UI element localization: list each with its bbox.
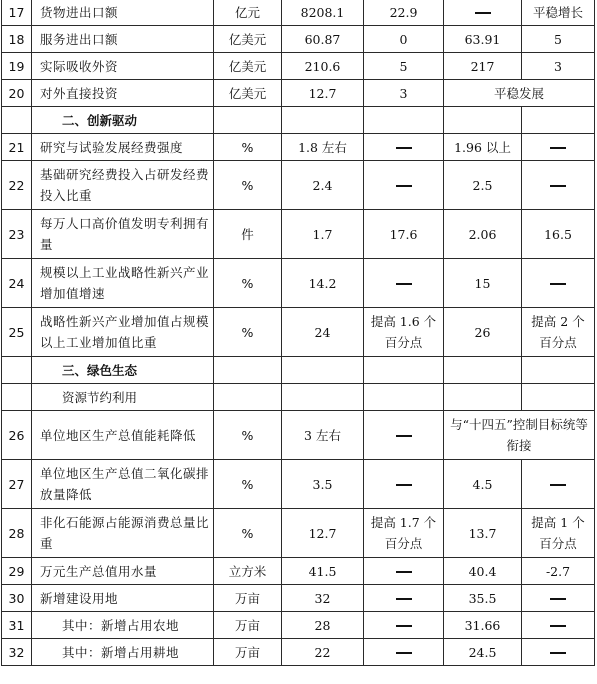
table-row xyxy=(2,0,595,26)
dash-cell xyxy=(364,639,444,666)
empty-cell xyxy=(444,357,522,384)
table-row xyxy=(2,585,595,612)
unit-cell: % xyxy=(214,161,282,210)
section-heading: 三、绿色生态 xyxy=(32,357,214,384)
value-cell: 14.2 xyxy=(282,259,364,308)
row-number-cell: 21 xyxy=(2,134,32,161)
empty-cell xyxy=(522,107,595,134)
row-number-cell: 24 xyxy=(2,259,32,308)
dash-mark xyxy=(550,484,566,486)
dash-mark xyxy=(550,625,566,627)
unit-cell: 万亩 xyxy=(214,612,282,639)
dash-cell xyxy=(364,411,444,460)
row-number-cell xyxy=(2,107,32,134)
table-row xyxy=(2,107,595,134)
indicator-name-cell: 对外直接投资 xyxy=(32,80,214,107)
value-cell: 35.5 xyxy=(444,585,522,612)
value-cell: 平稳增长 xyxy=(522,0,595,26)
merged-target-cell: 平稳发展 xyxy=(444,80,595,107)
value-cell: 1.7 xyxy=(282,210,364,259)
empty-cell xyxy=(364,357,444,384)
dash-cell xyxy=(522,639,595,666)
value-cell: 1.96 以上 xyxy=(444,134,522,161)
merged-target-cell: 与“十四五”控制目标统等衔接 xyxy=(444,411,595,460)
unit-cell: 件 xyxy=(214,210,282,259)
row-number-cell: 17 xyxy=(2,0,32,26)
value-cell: 28 xyxy=(282,612,364,639)
unit-cell: 立方米 xyxy=(214,558,282,585)
row-number-cell: 30 xyxy=(2,585,32,612)
unit-cell: % xyxy=(214,134,282,161)
table-row xyxy=(2,161,595,210)
table-row xyxy=(2,134,595,161)
indicator-name-cell: 服务进出口额 xyxy=(32,26,214,53)
value-cell: 3 xyxy=(522,53,595,80)
dash-cell xyxy=(364,558,444,585)
value-cell: 12.7 xyxy=(282,80,364,107)
table-row xyxy=(2,384,595,411)
row-number-cell: 29 xyxy=(2,558,32,585)
empty-cell xyxy=(364,384,444,411)
value-cell: 26 xyxy=(444,308,522,357)
dash-cell xyxy=(522,161,595,210)
indicator-name-cell: 其中：新增占用农地 xyxy=(32,612,214,639)
value-cell: 31.66 xyxy=(444,612,522,639)
section-heading: 二、创新驱动 xyxy=(32,107,214,134)
table-row xyxy=(2,53,595,80)
dash-cell xyxy=(444,0,522,26)
value-cell: 13.7 xyxy=(444,509,522,558)
indicator-name-cell: 基础研究经费投入占研发经费投入比重 xyxy=(32,161,214,210)
value-cell: 22 xyxy=(282,639,364,666)
dash-cell xyxy=(364,612,444,639)
empty-cell xyxy=(444,107,522,134)
value-cell: 40.4 xyxy=(444,558,522,585)
dash-mark xyxy=(396,598,412,600)
value-cell: 217 xyxy=(444,53,522,80)
value-cell: 63.91 xyxy=(444,26,522,53)
value-cell: 17.6 xyxy=(364,210,444,259)
dash-mark xyxy=(396,652,412,654)
value-cell: 8208.1 xyxy=(282,0,364,26)
row-number-cell: 18 xyxy=(2,26,32,53)
indicator-name-cell: 单位地区生产总值能耗降低 xyxy=(32,411,214,460)
row-number-cell xyxy=(2,384,32,411)
value-cell: 提高 2 个百分点 xyxy=(522,308,595,357)
value-cell: 16.5 xyxy=(522,210,595,259)
dash-mark xyxy=(550,185,566,187)
empty-cell xyxy=(214,384,282,411)
dash-cell xyxy=(364,259,444,308)
value-cell: 210.6 xyxy=(282,53,364,80)
unit-cell: % xyxy=(214,259,282,308)
table-row xyxy=(2,460,595,509)
dash-mark xyxy=(396,484,412,486)
value-cell: 32 xyxy=(282,585,364,612)
value-cell: 15 xyxy=(444,259,522,308)
indicator-name-cell: 万元生产总值用水量 xyxy=(32,558,214,585)
value-cell: 22.9 xyxy=(364,0,444,26)
unit-cell: % xyxy=(214,460,282,509)
row-number-cell: 25 xyxy=(2,308,32,357)
indicator-name-cell: 研究与试验发展经费强度 xyxy=(32,134,214,161)
dash-mark xyxy=(396,147,412,149)
unit-cell: 亿美元 xyxy=(214,53,282,80)
indicator-name-cell: 实际吸收外资 xyxy=(32,53,214,80)
row-number-cell: 26 xyxy=(2,411,32,460)
value-cell: 5 xyxy=(522,26,595,53)
table-row xyxy=(2,210,595,259)
dash-mark xyxy=(475,12,491,14)
dash-cell xyxy=(522,585,595,612)
row-number-cell: 31 xyxy=(2,612,32,639)
table-row xyxy=(2,612,595,639)
table-row xyxy=(2,80,595,107)
empty-cell xyxy=(522,384,595,411)
row-number-cell: 19 xyxy=(2,53,32,80)
indicator-name-cell: 其中：新增占用耕地 xyxy=(32,639,214,666)
indicator-table xyxy=(1,0,595,666)
row-number-cell: 28 xyxy=(2,509,32,558)
dash-cell xyxy=(364,460,444,509)
unit-cell: % xyxy=(214,509,282,558)
dash-cell xyxy=(522,460,595,509)
value-cell: 提高 1 个百分点 xyxy=(522,509,595,558)
empty-cell xyxy=(282,357,364,384)
dash-cell xyxy=(522,134,595,161)
empty-cell xyxy=(214,357,282,384)
table-row xyxy=(2,259,595,308)
unit-cell: % xyxy=(214,411,282,460)
value-cell: 24.5 xyxy=(444,639,522,666)
row-number-cell: 27 xyxy=(2,460,32,509)
indicator-name-cell: 货物进出口额 xyxy=(32,0,214,26)
value-cell: 0 xyxy=(364,26,444,53)
dash-mark xyxy=(550,652,566,654)
value-cell: 4.5 xyxy=(444,460,522,509)
empty-cell xyxy=(214,107,282,134)
unit-cell: 亿元 xyxy=(214,0,282,26)
value-cell: 41.5 xyxy=(282,558,364,585)
dash-mark xyxy=(396,185,412,187)
value-cell: 2.4 xyxy=(282,161,364,210)
value-cell: 5 xyxy=(364,53,444,80)
value-cell: 24 xyxy=(282,308,364,357)
value-cell: 60.87 xyxy=(282,26,364,53)
row-number-cell: 20 xyxy=(2,80,32,107)
empty-cell xyxy=(522,357,595,384)
value-cell: 3 xyxy=(364,80,444,107)
dash-cell xyxy=(522,612,595,639)
table-row xyxy=(2,509,595,558)
dash-mark xyxy=(396,283,412,285)
row-number-cell: 32 xyxy=(2,639,32,666)
unit-cell: % xyxy=(214,308,282,357)
value-cell: 3 左右 xyxy=(282,411,364,460)
table-row xyxy=(2,558,595,585)
dash-mark xyxy=(550,598,566,600)
dash-mark xyxy=(550,147,566,149)
table-body xyxy=(2,0,595,666)
indicator-name-cell: 每万人口高价值发明专利拥有量 xyxy=(32,210,214,259)
table-row xyxy=(2,308,595,357)
value-cell: 2.06 xyxy=(444,210,522,259)
empty-cell xyxy=(282,384,364,411)
indicator-name-cell: 战略性新兴产业增加值占规模以上工业增加值比重 xyxy=(32,308,214,357)
empty-cell xyxy=(282,107,364,134)
value-cell: 2.5 xyxy=(444,161,522,210)
dash-mark xyxy=(396,625,412,627)
value-cell: 12.7 xyxy=(282,509,364,558)
row-number-cell xyxy=(2,357,32,384)
dash-mark xyxy=(550,283,566,285)
indicator-name-cell: 单位地区生产总值二氧化碳排放量降低 xyxy=(32,460,214,509)
unit-cell: 亿美元 xyxy=(214,26,282,53)
unit-cell: 万亩 xyxy=(214,639,282,666)
indicator-name-cell: 非化石能源占能源消费总量比重 xyxy=(32,509,214,558)
unit-cell: 亿美元 xyxy=(214,80,282,107)
empty-cell xyxy=(364,107,444,134)
table-row xyxy=(2,411,595,460)
dash-mark xyxy=(396,435,412,437)
dash-mark xyxy=(396,571,412,573)
table-row xyxy=(2,26,595,53)
dash-cell xyxy=(364,134,444,161)
subsection-heading: 资源节约利用 xyxy=(32,384,214,411)
value-cell: 提高 1.6 个百分点 xyxy=(364,308,444,357)
row-number-cell: 23 xyxy=(2,210,32,259)
value-cell: 提高 1.7 个百分点 xyxy=(364,509,444,558)
dash-cell xyxy=(364,585,444,612)
empty-cell xyxy=(444,384,522,411)
value-cell: 3.5 xyxy=(282,460,364,509)
table-row xyxy=(2,357,595,384)
dash-cell xyxy=(364,161,444,210)
value-cell: 1.8 左右 xyxy=(282,134,364,161)
indicator-name-cell: 规模以上工业战略性新兴产业增加值增速 xyxy=(32,259,214,308)
row-number-cell: 22 xyxy=(2,161,32,210)
table-row xyxy=(2,639,595,666)
dash-cell xyxy=(522,259,595,308)
unit-cell: 万亩 xyxy=(214,585,282,612)
value-cell: -2.7 xyxy=(522,558,595,585)
indicator-name-cell: 新增建设用地 xyxy=(32,585,214,612)
